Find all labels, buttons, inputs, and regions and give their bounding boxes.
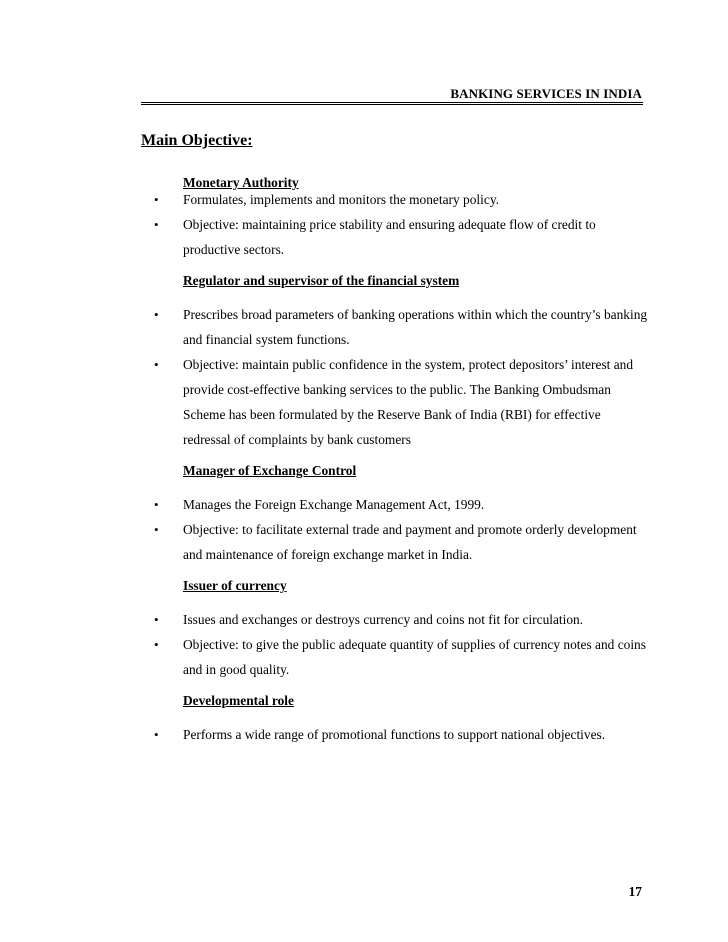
- bullet-icon: •: [154, 307, 159, 322]
- list-item-text: Performs a wide range of promotional functions to support national objectives.: [183, 727, 606, 742]
- list-item-text: Objective: to facilitate external trade and payment and promote orderly development and maintenance of foreign exchange market in India.: [183, 522, 637, 562]
- bullet-list: [141, 492, 651, 567]
- list-item: [141, 191, 651, 209]
- bullet-list: [141, 722, 651, 747]
- bullet-icon: •: [154, 497, 159, 512]
- header-rule: [141, 102, 643, 105]
- bullet-icon: •: [154, 192, 159, 207]
- bullet-list: [141, 607, 651, 682]
- list-item: [141, 607, 651, 632]
- section-heading: Regulator and supervisor of the financial system: [183, 273, 460, 288]
- section-monetary-authority: [141, 175, 651, 262]
- bullet-icon: •: [154, 217, 159, 232]
- section-heading: Issuer of currency: [183, 578, 287, 593]
- section-heading: Developmental role: [183, 693, 294, 708]
- bullet-icon: •: [154, 522, 159, 537]
- page-number: 17: [628, 884, 642, 899]
- list-item-text: Objective: maintaining price stability and ensuring adequate flow of credit to productive sectors.: [183, 217, 596, 257]
- section-developmental-role: [141, 693, 651, 747]
- list-item: [141, 722, 651, 747]
- bullet-list: [141, 191, 651, 262]
- running-header: BANKING SERVICES IN INDIA: [450, 86, 642, 101]
- section-exchange-control: [141, 463, 651, 567]
- content-body: [141, 175, 651, 747]
- section-heading: Manager of Exchange Control: [183, 463, 357, 478]
- list-item: [141, 517, 651, 567]
- main-objective-heading: Main Objective:: [141, 132, 253, 149]
- list-item-text: Formulates, implements and monitors the monetary policy.: [183, 192, 499, 207]
- bullet-icon: •: [154, 612, 159, 627]
- bullet-icon: •: [154, 637, 159, 652]
- list-item: [141, 212, 651, 262]
- list-item-text: Issues and exchanges or destroys currency and coins not fit for circulation.: [183, 612, 584, 627]
- bullet-icon: •: [154, 357, 159, 372]
- list-item: [141, 302, 651, 352]
- section-issuer-of-currency: [141, 578, 651, 682]
- list-item: [141, 492, 651, 517]
- bullet-icon: •: [154, 727, 159, 742]
- section-heading: Monetary Authority: [183, 175, 299, 190]
- list-item-text: Objective: maintain public confidence in the system, protect depositors’ interest and provide cost-effective banking services to the public. The Banking Ombudsman Scheme has been formulated by the Reserve Bank of India (RBI) for effective redressal of complaints by bank customers: [183, 357, 634, 447]
- list-item-text: Prescribes broad parameters of banking operations within which the country’s banking and financial system functions.: [183, 307, 648, 347]
- list-item: [141, 352, 651, 452]
- list-item-text: Manages the Foreign Exchange Management Act, 1999.: [183, 497, 485, 512]
- list-item-text: Objective: to give the public adequate quantity of supplies of currency notes and coins and in good quality.: [183, 637, 646, 677]
- section-regulator-supervisor: [141, 273, 651, 452]
- bullet-list: [141, 302, 651, 452]
- list-item: [141, 632, 651, 682]
